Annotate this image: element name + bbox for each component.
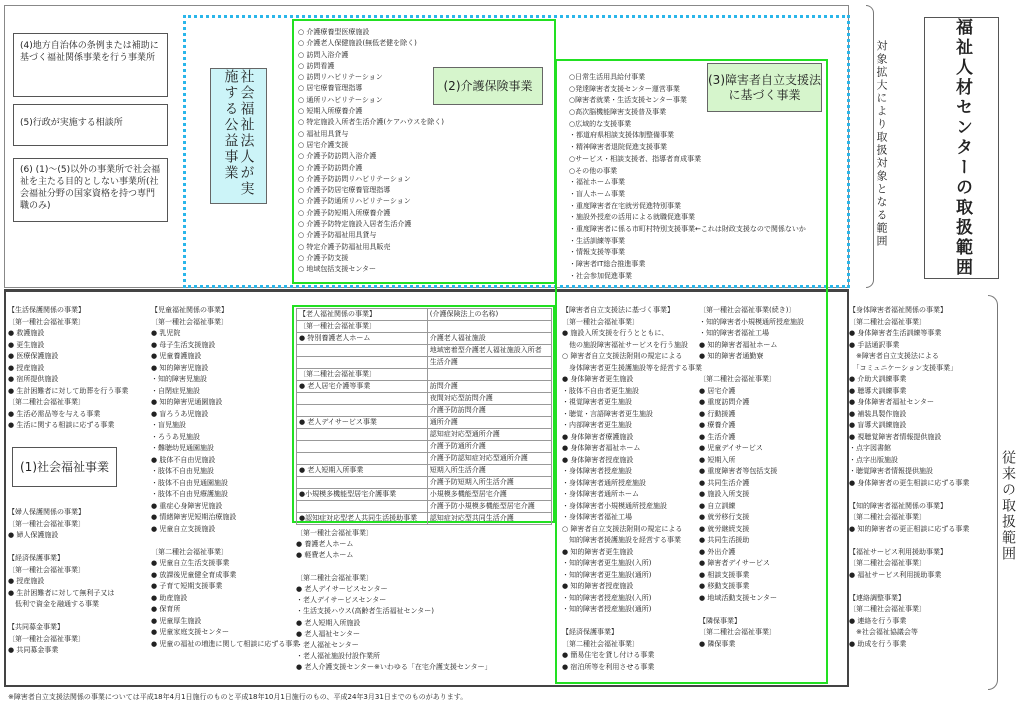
list-item: ・老人福祉施設付設作業所 [296,652,380,661]
list-item: 〔第一種社会福祉事業〕 [8,634,85,643]
list-item: ● 肢体不自由児施設 [151,455,216,464]
kaigo-label: (2)介護保険事業 [443,78,533,93]
table-row [297,405,552,417]
expansion-label: 対象拡大により取扱対象となる範囲 [875,40,888,248]
kaigo-label-box [433,67,543,105]
list-item: ・知的障害児施設 [151,375,207,383]
list-item: ・福祉ホーム事業 [569,178,625,187]
list-item: ○ 居宅介護支援 [298,140,349,149]
main-title: 福祉人材センターの取扱範囲 [952,18,972,278]
list-item: 【児童福祉関係の事業】 [151,306,228,314]
col-jido-fukushi [151,305,299,650]
list-item: ● 更生施設 [8,340,45,349]
list-item: 【知的障害者福祉関係の事業】 [849,501,947,510]
table-row [297,465,552,477]
table-row [297,357,552,369]
list-item: ● 児童厚生施設 [151,616,202,625]
list-item [8,542,114,554]
list-item: ● 外出介護 [699,547,736,556]
title-box [924,17,999,279]
list-item: ○ 介護予防支援 [298,253,349,262]
list-item: ● 生活に関する相談に応ずる事業 [8,421,115,429]
list-item: ・重度障害者在宅就労促進特別事業 [569,201,681,210]
list-item: ● 知的障害者更生施設 [562,547,634,556]
list-item: ● 生活必需品等を与える事業 [8,409,101,418]
col-shogai-b [699,305,804,650]
col-shogai-a [562,305,702,673]
list-item: ○ 介護予防訪問介護 [298,163,363,172]
list-item: ・聴覚障害者情報提供施設 [849,467,933,475]
list-item: ● 児童自立支援施設 [151,524,216,533]
table-cell [427,321,551,333]
list-item: 【共同募金事業】 [8,623,64,631]
table-row [297,489,552,501]
list-item: 〔第二種社会福祉事業〕 [151,547,228,556]
list-item: ● 養護老人ホーム [296,540,354,549]
list-item: ● 放課後児童健全育成事業 [151,570,237,579]
list-item: ○ 特定介護予防福祉用具販売 [298,242,391,251]
list-item: ● 乳児院 [151,329,181,337]
box-local-gov-business: (4)地方自治体の条例または補助に基づく福祉関係事業を行う事業所 [13,33,168,97]
list-item: ○ 障害者自立支援法附則の規定による [562,352,683,360]
table-cell: ● 特別養護老人ホーム [297,333,428,345]
list-item: ・都道府県相談支援体制整備事業 [569,131,674,140]
table-row [297,453,552,465]
list-item: ・精神障害者退院促進支援事業 [569,143,667,152]
table-row [297,477,552,489]
table-cell: 認知症対応型通所介護 [427,429,551,441]
list-item: ・知的障害者福祉工場 [699,329,769,337]
list-item: ・身体障害者通所授産施設 [562,478,646,487]
list-item: ● 簡易住宅を貸し付ける事業 [562,651,655,659]
list-item: 「コミュニケーション支援事業」 [849,363,958,372]
table-cell: 介護老人福祉施設 [427,333,551,345]
list-item: ・内部障害者更生施設 [562,421,632,429]
table-row [297,309,552,321]
list-item: ・点字図書館 [849,444,891,452]
table-cell: ● 老人居宅介護等事業 [297,381,428,393]
public-interest-label-box [210,68,267,204]
list-item: ● 知的障害児施設 [151,363,209,372]
list-item: 【身体障害者福祉関係の事業】 [849,306,947,314]
list-item: ● 就労移行支援 [699,513,750,521]
table-cell: 訪問介護 [427,381,551,393]
list-item: ○ 介護予防訪問リハビリテーション [298,174,411,183]
table-cell [297,345,428,357]
table-row [297,369,552,381]
list-item: ● 障害者デイサービス [699,559,770,567]
list-item: ● 児童デイサービス [699,444,763,452]
list-item: ○ 訪問看護 [298,61,335,70]
table-cell: 介護予防小規模多機能型居宅介護 [427,501,551,513]
list-item: ● 補装具製作施設 [849,409,907,418]
table-cell [297,441,428,453]
table-cell [297,405,428,417]
table-cell: ●小規模多機能型居宅介護事業 [297,489,428,501]
table-cell [297,393,428,405]
list-item: ・知的障害者授産施設(入所) [562,593,652,602]
rojin-below-list [296,528,492,673]
shogai-label: (3)障害者自立支援法に基づく事業 [708,72,821,102]
list-item: ○ 地域包括支援センター [298,265,377,274]
box-admin-consultation: (5)行政が実施する相談所 [13,104,168,146]
list-item: 〔第二種社会福祉事業〕 [8,398,85,406]
list-item: ● 宿泊所等を利用させる事業 [562,662,655,671]
table-row [297,333,552,345]
list-item: ○ 介護予防通所リハビリテーション [298,197,411,206]
list-item: ・聴覚・言語障害者更生施設 [562,409,653,418]
list-item: ・身体障害者福祉工場 [562,513,632,521]
list-item: ○広域的な支援事業 [569,119,632,128]
list-item: ● 聴導犬訓練事業 [849,386,907,395]
list-item [562,616,702,628]
list-item: ● 医療保護施設 [8,352,59,360]
list-item: ● 身体障害者の更生相談に応ずる事業 [849,478,970,487]
list-item [849,581,969,593]
list-item [296,562,492,573]
list-item: ・自閉症児施設 [151,386,200,395]
list-item: ○ 介護療養型医療施設 [298,28,370,36]
list-item: 〔第一種社会福祉事業〕 [8,317,85,326]
list-item: 〔第一種社会福祉事業〕 [8,565,85,574]
col-shintai-etc [845,305,969,650]
footnote: ※障害者自立支援法関係の事業については平成18年4月1日施行のものと平成18年10月1日施行のもの、平成24年3月31日までのものがあります。 [8,693,468,701]
list-item: ○発達障害者支援センター運営事業 [569,84,680,93]
list-item: 〔第一種社会福祉事業(続き)〕 [699,306,796,314]
list-item: ● 老人短期入所施設 [296,618,361,627]
list-item: ● 介助犬訓練事業 [849,375,907,383]
list-item: ・視覚障害者更生施設 [562,398,632,406]
list-item: ● 視聴覚障害者情報提供施設 [849,432,942,441]
list-item: 【生活保護関係の事業】 [8,306,85,314]
list-item: ● 生活介護 [699,432,736,441]
list-item: ● 居宅介護 [699,386,736,395]
list-item: 〔第二種社会福祉事業〕 [296,573,373,582]
list-item: ● 生計困難者に対して無利子又は [8,588,115,597]
list-item: ○ 通所リハビリテーション [298,95,383,104]
list-item: 知的障害者援護施設を経営する事業 [562,536,681,544]
list-item: ・身体障害者通所ホーム [562,490,639,498]
table-cell: 介護予防訪問介護 [427,405,551,417]
list-item: ● 知的障害者授産施設 [562,582,634,590]
list-item: 【婦人保護関係の事業】 [8,508,85,516]
shogai-label-box [707,63,822,112]
table-cell: 夜間対応型訪問介護 [427,393,551,405]
list-item: ● 共同生活介護 [699,478,750,487]
list-item: 〔第二種社会福祉事業〕 [849,559,926,567]
list-item: ● 療養介護 [699,421,736,429]
list-item: ● 重症心身障害児施設 [151,501,223,510]
list-item: ・知的障害者小規模通所授産施設 [699,317,804,326]
list-item: ● 就労継続支援 [699,524,750,533]
list-item: ● 重度障害者等包括支援 [699,467,778,475]
list-item: 【障害者自立支援法に基づく事業】 [562,306,674,314]
table-cell: 〔第二種社会福祉事業〕 [297,369,428,381]
list-item: ○高次脳機能障害支援普及事業 [569,108,667,117]
list-item: ● 手話通訳事業 [849,340,900,349]
list-item: ・肢体不自由者更生施設 [562,386,639,395]
table-cell [297,501,428,513]
table-cell: 短期入所生活介護 [427,465,551,477]
expansion-brace [866,5,874,288]
list-item: ○障害者就業・生活支援センター事業 [569,96,687,105]
list-item [151,535,299,547]
list-item: 【連絡調整事業】 [849,593,905,602]
list-item: ● 生計困難者に対して助葬を行う事業 [8,386,129,395]
list-item: 【経済保護事業】 [562,628,618,636]
table-cell: 【老人福祉関係の事業】 [297,309,428,321]
list-item: ○ 居宅療養管理指導 [298,84,363,93]
list-item: ● 盲導犬訓練施設 [849,421,907,429]
list-item: 〔第二種社会福祉事業〕 [849,317,926,326]
list-item: ○サービス・相談支援者、指導者育成事業 [569,154,702,163]
list-item: ・社会参加促進事業 [569,271,632,280]
list-item: ・老人福祉センター [296,640,359,649]
list-item: ● 身体障害者療護施設 [562,432,634,441]
table-row [297,501,552,513]
table-cell: 〔第一種社会福祉事業〕 [297,321,428,333]
list-item: ○ 短期入所療養介護 [298,107,363,116]
list-item: ● 知的障害者の更正相談に応ずる事業 [849,524,970,533]
list-item: ● 施設入所支援 [699,490,750,498]
table-cell [297,357,428,369]
list-item: ○ 介護予防特定施設入居者生活介護 [298,220,412,229]
list-item: ● 老人介護支援センター※いわゆる「在宅介護支援センター」 [296,663,492,672]
list-item: ○ 福祉用具貸与 [298,129,349,138]
list-item: ○ 訪問入浴介護 [298,50,349,59]
table-cell: (介護保険法上の名称) [427,309,551,321]
box-other-business: (6) (1)〜(5)以外の事業所で社会福祉を主たる目的としない事業所(社会福祉分野の国家資格を持つ専門職のみ) [13,158,168,222]
list-item: 〔第二種社会福祉事業〕 [699,375,776,383]
list-item: ● 授産施設 [8,577,45,585]
list-item: ● 身体障害者更生施設 [562,375,634,383]
list-item: 〔第二種社会福祉事業〕 [699,628,776,636]
list-item [849,489,969,501]
kaigo-list [294,21,554,276]
rojin-table [296,308,552,525]
list-item: ● 盲ろうあ児施設 [151,409,209,418]
list-item: 〔第二種社会福祉事業〕 [849,513,926,521]
list-item: ※障害者自立支援法による [849,352,939,360]
list-item: ・盲児施設 [151,421,186,429]
list-item: ● 児童の福祉の増進に関して相談に応ずる事業 [151,639,300,648]
col-fujin-keizai [8,507,114,657]
list-item: ○ 介護予防訪問入浴介護 [298,152,377,161]
list-item: ● 移動支援事業 [699,582,750,590]
table-row [297,381,552,393]
list-item: ● 老人福祉センター [296,629,361,638]
list-item: ○ 介護予防短期入所療養介護 [298,208,391,217]
list-item: ● 児童養護施設 [151,352,202,360]
list-item: 他の施設障害福祉サービスを行う施設 [562,340,688,349]
list-item: ● 保育所 [151,605,181,613]
list-item: ・情報支援等事業 [569,248,625,257]
list-item: ○ 特定施設入所者生活介護(ケアハウスを除く) [298,118,445,127]
table-cell: 小規模多機能型居宅介護 [427,489,551,501]
table-cell [297,453,428,465]
list-item: ● 相談支援事業 [699,570,750,579]
list-item: ● 共同生活援助 [699,536,750,544]
list-item: 〔第一種社会福祉事業〕 [151,317,228,326]
list-item: 【隣保事業】 [699,616,741,625]
traditional-brace [988,295,998,690]
list-item: ※社会福祉協議会等 [849,628,918,636]
list-item: ● 子育て短期支援事業 [151,582,223,590]
list-item: ・点字出版施設 [849,455,898,464]
list-item: ・盲人ホーム事業 [569,189,625,198]
list-item: ● 行動援護 [699,409,736,418]
social-welfare-label: (1)社会福祉事業 [20,460,109,474]
table-cell: ● 老人デイサービス事業 [297,417,428,429]
table-cell [297,429,428,441]
table-row [297,345,552,357]
list-item: ● 短期入所 [699,455,736,464]
list-item: ○その他の事業 [569,166,618,175]
list-item: ● 身体障害者福祉センター [849,398,935,406]
list-item: ○ 介護予防福祉用具貸与 [298,231,377,240]
list-item: ● 婦人保護施設 [8,531,59,539]
table-cell: 地域密着型介護老人福祉施設入所者 [427,345,551,357]
list-item [699,363,804,375]
table-row [297,417,552,429]
list-item: ● 身体障害者生活訓練等事業 [849,329,942,337]
list-item: ○日常生活用具給付事業 [569,73,646,81]
list-item [849,535,969,547]
table-cell: ●認知症対応型老人共同生活援助事業 [297,513,428,525]
table-row [297,513,552,525]
list-item: ● 身体障害者授産施設 [562,455,634,464]
list-item: ○ 障害者自立支援法附則の規定による [562,524,683,533]
list-item [699,604,804,616]
list-item: ● 助産施設 [151,593,188,602]
table-cell: 認知症対応型共同生活介護 [427,513,551,525]
list-item [8,611,114,623]
list-item: ・生活訓練等事業 [569,236,625,245]
list-item: ● 隣保事業 [699,639,736,648]
list-item: ・重度障害者に係る市町村特別支援事業←これは財政支援なので関係ないか [569,224,806,233]
table-cell [297,477,428,489]
kaigo-insurance-area [292,19,556,284]
list-item: ・知的障害者更生施設(通所) [562,570,652,579]
table-cell: ● 老人短期入所事業 [297,465,428,477]
table-cell: 介護予防認知症対応型通所介護 [427,453,551,465]
table-cell [427,369,551,381]
list-item: ・身体障害者授産施設 [562,467,632,475]
list-item: ○ 介護予防居宅療養管理指導 [298,186,391,195]
list-item: ・難聴幼児通園施設 [151,444,214,452]
list-item: ● 知的障害者通勤寮 [699,352,764,360]
list-item: ● 宿所提供施設 [8,375,59,383]
list-item: ・肢体不自由児通園施設 [151,478,228,487]
list-item: ● 知的障害者福祉ホーム [699,340,778,349]
list-item: ● 身体障害者福祉ホーム [562,444,641,452]
list-item: ● 情緒障害児短期治療施設 [151,513,237,521]
list-item: ・老人デイサービスセンター [296,596,387,605]
list-item: ・身体障害者小規模通所授産施設 [562,501,667,510]
list-item: ● 連絡を行う事業 [849,616,907,625]
list-item: ・知的障害者授産施設(通所) [562,605,652,613]
list-item: ・ろうあ児施設 [151,432,200,441]
list-item: ・障害者IT総合推進事業 [569,260,646,268]
list-item: ● 母子生活支援施設 [151,340,216,349]
table-row [297,321,552,333]
list-item: 【経済保護事業】 [8,554,64,562]
table-cell: 介護予防通所介護 [427,441,551,453]
list-item: ● 助成を行う事業 [849,639,907,648]
list-item: ● 地域活動支援センター [699,593,778,602]
list-item: ・肢体不自由児施設 [151,467,214,475]
table-cell: 通所介護 [427,417,551,429]
table-row [297,429,552,441]
social-welfare-label-box [12,447,117,487]
col-seikatsu-hogo [8,305,128,432]
list-item: 身体障害者更生援護施設等を経営する事業 [562,363,702,372]
list-item: ● 授産施設 [8,363,45,372]
list-item: ● 老人デイサービスセンター [296,584,388,593]
list-item: ○ 訪問リハビリテーション [298,73,383,82]
list-item: 〔第一種社会福祉事業〕 [562,317,639,326]
list-item: ● 児童自立生活支援事業 [151,559,230,567]
list-item: 〔第一種社会福祉事業〕 [296,529,373,537]
table-row [297,393,552,405]
list-item: ● 救護施設 [8,329,45,337]
list-item: ● 施設入所支援を行うとともに、 [562,329,669,337]
list-item: 〔第一種社会福祉事業〕 [8,519,85,528]
list-item: ○ 介護老人保健施設(無低老健を除く) [298,39,417,48]
table-row [297,441,552,453]
list-item: ● 知的障害児通園施設 [151,398,223,406]
list-item: 〔第二種社会福祉事業〕 [849,605,926,613]
list-item: ● 福祉サービス利用援助事業 [849,570,942,579]
table-cell: 介護予防短期入所生活介護 [427,477,551,489]
list-item: ● 軽費老人ホーム [296,551,354,560]
list-item: ● 重度訪問介護 [699,398,750,406]
list-item: ● 共同募金事業 [8,646,59,654]
list-item: 低利で資金を融通する事業 [8,600,99,608]
list-item: ● 自立訓練 [699,501,736,510]
list-item: ・肢体不自由児療護施設 [151,490,228,498]
list-item: ・生活支援ハウス(高齢者生活福祉センター) [296,607,434,616]
list-item: ・施設外授産の活用による就職促進事業 [569,213,695,222]
list-item: 【福祉サービス利用援助事業】 [849,547,947,556]
list-item: ・知的障害者更生施設(入所) [562,559,652,567]
list-item: 〔第二種社会福祉事業〕 [562,639,639,648]
traditional-label: 従来の取扱範囲 [1000,450,1016,562]
list-item: ● 児童家庭支援センター [151,628,230,636]
table-cell: 生活介護 [427,357,551,369]
public-interest-label: 社会福祉法人が実施する公益事業 [222,69,255,197]
